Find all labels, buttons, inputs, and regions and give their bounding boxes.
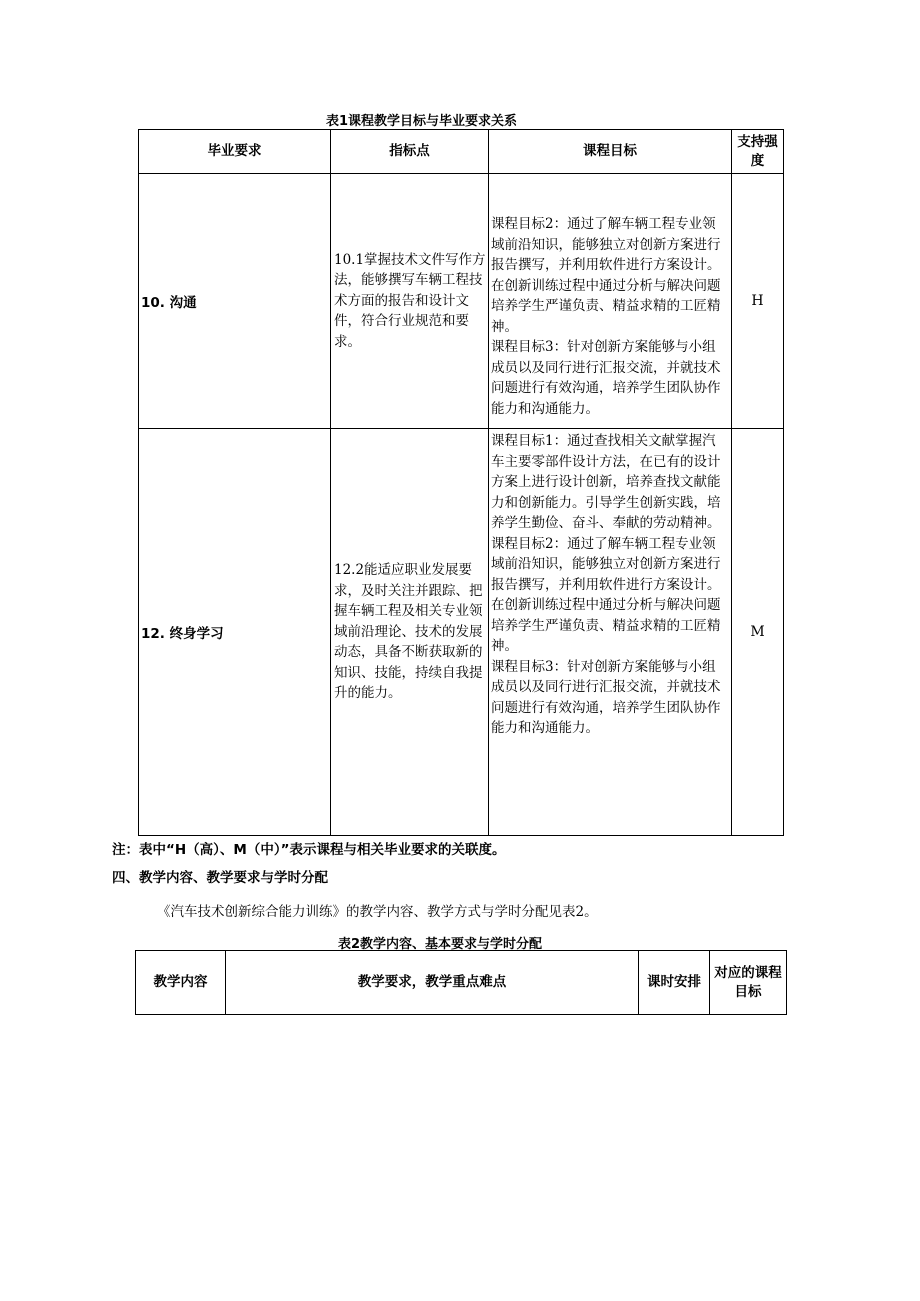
course-goal-text: 课程目标3：针对创新方案能够与小组成员以及同行进行汇报交流，并就技术问题进行有效沟通，培养学生团队协作能力和沟通能力。 [491, 339, 721, 417]
table2-header-row [136, 951, 787, 1015]
header-class-hours: 课时安排 [639, 951, 710, 1015]
header-indicator: 指标点 [331, 130, 489, 174]
table2 [135, 950, 787, 1015]
header-corresponding-goal: 对应的课程目标 [710, 951, 787, 1015]
header-course-goal: 课程目标 [489, 130, 732, 174]
header-support-strength: 支持强度 [732, 130, 784, 174]
section-heading: 四、教学内容、教学要求与学时分配 [112, 870, 328, 886]
course-goal-text: 课程目标2：通过了解车辆工程专业领域前沿知识，能够独立对创新方案进行报告撰写，并利用软件进行方案设计。在创新训练过程中通过分析与解决问题培养学生严谨负责、精益求精的工匠精神。 [491, 535, 721, 654]
table1 [138, 129, 784, 836]
requirement-cell: 10. 沟通 [139, 174, 331, 429]
body-paragraph: 《汽车技术创新综合能力训练》的教学内容、教学方式与学时分配见表2。 [157, 904, 598, 920]
course-goal-text: 课程目标3：针对创新方案能够与小组成员以及同行进行汇报交流，并就技术问题进行有效沟通，培养学生团队协作能力和沟通能力。 [491, 658, 721, 736]
table2-caption: 表2教学内容、基本要求与学时分配 [338, 937, 543, 952]
course-goal-text: 课程目标2：通过了解车辆工程专业领域前沿知识，能够独立对创新方案进行报告撰写，并利用软件进行方案设计。在创新训练过程中通过分析与解决问题培养学生严谨负责、精益求精的工匠精神。 [491, 216, 721, 335]
requirement-cell: 12. 终身学习 [139, 429, 331, 836]
strength-cell: H [732, 174, 784, 429]
indicator-cell: 10.1掌握技术文件写作方法，能够撰写车辆工程技术方面的报告和设计文件，符合行业规范和要求。 [331, 174, 489, 429]
header-teaching-content: 教学内容 [136, 951, 226, 1015]
table-note: 注：表中“H（高）、M（中）”表示课程与相关毕业要求的关联度。 [112, 842, 506, 858]
course-goals-cell [489, 429, 732, 836]
table1-caption: 表1课程教学目标与毕业要求关系 [326, 114, 518, 129]
strength-cell: M [732, 429, 784, 836]
course-goal-text: 课程目标1：通过查找相关文献掌握汽车主要零部件设计方法，在已有的设计方案上进行设计创新，培养查找文献能力和创新能力。引导学生创新实践，培养学生勤俭、奋斗、奉献的劳动精神。 [491, 433, 721, 531]
table1-header-row [139, 130, 784, 174]
header-graduation-requirement: 毕业要求 [139, 130, 331, 174]
header-teaching-requirements: 教学要求，教学重点难点 [226, 951, 639, 1015]
course-goals-cell [489, 174, 732, 429]
table-row [139, 174, 784, 429]
indicator-cell: 12.2能适应职业发展要求，及时关注并跟踪、把握车辆工程及相关专业领域前沿理论、技术的发展动态，具备不断获取新的知识、技能，持续自我提升的能力。 [331, 429, 489, 836]
table-row [139, 429, 784, 836]
